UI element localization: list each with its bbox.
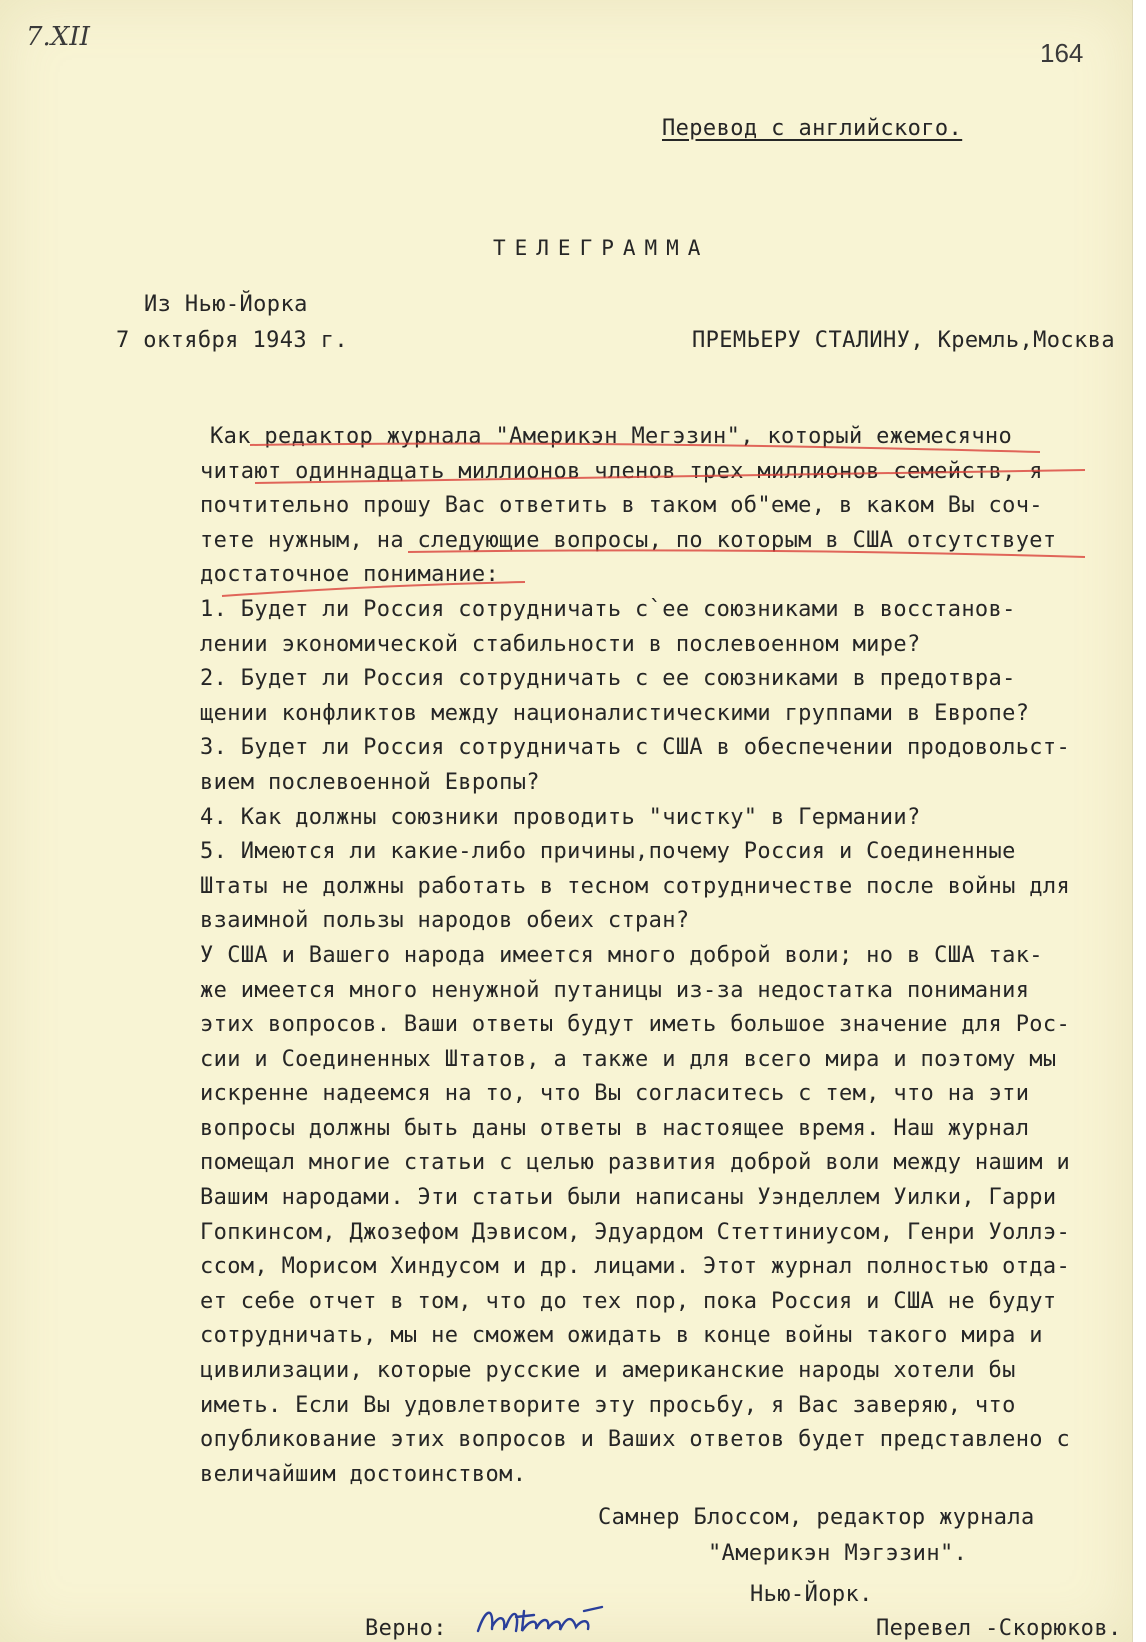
body-line: этих вопросов. Ваши ответы будут иметь большое значение для Рос- [200,1012,1071,1038]
body-line: 4. Как должны союзники проводить "чистку" в Германии? [200,804,921,830]
body-line: опубликование этих вопросов и Ваших ответов будет представлено с [200,1427,1071,1453]
telegram-body [200,420,1110,1492]
body-line: 1. Будет ли Россия сотрудничать с`ее союзниками в восстанов- [200,596,1016,622]
body-line: взаимной пользы народов обеих стран? [200,908,690,934]
body-line: помещал многие статьи с целью развития доброй воли между нашим и [200,1150,1071,1176]
sender-place: Нью-Йорк. [750,1582,873,1607]
body-line: же имеется много ненужной путаницы из-за недостатка понимания [200,977,1030,1003]
page-number: 164 [1040,38,1084,68]
addressee: ПРЕМЬЕРУ СТАЛИНУ, Кремль,Москва [692,328,1115,353]
translator-line: Перевел -Скорюков. [876,1616,1122,1641]
document-title: ТЕЛЕГРАММА [493,236,710,260]
body-line: 3. Будет ли Россия сотрудничать с США в обеспечении продовольст- [200,735,1071,761]
body-line: величайшим достоинством. [200,1461,527,1487]
handwritten-signature [472,1597,614,1641]
body-line: 2. Будет ли Россия сотрудничать с ее союзниками в предотвра- [200,666,1016,692]
telegram-date: 7 октября 1943 г. [116,328,348,353]
body-line: искренне надеемся на то, что Вы согласитесь с тем, что на эти [200,1081,1030,1107]
body-line: читают одиннадцать миллионов членов трех миллионов семейств, я [200,458,1043,484]
body-line: 5. Имеются ли какие-либо причины,почему Россия и Соединенные [200,839,1016,865]
body-line: достаточное понимание: [200,562,500,588]
archive-mark-left: 7.XII [26,22,90,52]
body-line: ссом, Морисом Хиндусом и др. лицами. Этот журнал полностью отда- [200,1254,1071,1280]
magazine-name: "Америкэн Мэгэзин". [708,1541,968,1566]
body-line: вием послевоенной Европы? [200,769,540,795]
body-line: цивилизации, которые русские и американские народы хотели бы [200,1358,1016,1384]
body-line: сотрудничать, мы не сможем ожидать в конце войны такого мира и [200,1323,1043,1349]
body-line: ет себе отчет в том, что до тех пор, пока Россия и США не будут [200,1288,1057,1314]
from-place: Из Нью-Йорка [144,292,308,317]
body-line: тете нужным, на следующие вопросы, по которым в США отсутствует [200,527,1057,553]
body-line: Штаты не должны работать в тесном сотрудничестве после войны для [200,873,1071,899]
body-line: лении экономической стабильности в послевоенном мире? [200,631,921,657]
body-line: щении конфликтов между националистическими группами в Европе? [200,700,1030,726]
body-line: почтительно прошу Вас ответить в таком об"еме, в каком Вы соч- [200,493,1043,519]
body-line: вопросы должны быть даны ответы в настоящее время. Наш журнал [200,1115,1030,1141]
verified-label: Верно: [365,1616,447,1641]
body-line: Гопкинсом, Джозефом Дэвисом, Эдуардом Стеттиниусом, Генри Уоллэ- [200,1219,1071,1245]
body-line: сии и Соединенных Штатов, а также и для всего мира и поэтому мы [200,1046,1057,1072]
translation-note: Перевод с английского. [662,116,963,141]
sender-signature: Самнер Блоссом, редактор журнала [598,1505,1035,1530]
body-line: Вашим народами. Эти статьи были написаны Уэнделлем Уилки, Гарри [200,1185,1057,1211]
body-line: иметь. Если Вы удовлетворите эту просьбу, я Вас заверяю, что [200,1392,1016,1418]
body-line: У США и Вашего народа имеется много доброй воли; но в США так- [200,942,1043,968]
body-line: Как редактор журнала "Америкэн Мегэзин", который ежемесячно [210,424,1013,449]
